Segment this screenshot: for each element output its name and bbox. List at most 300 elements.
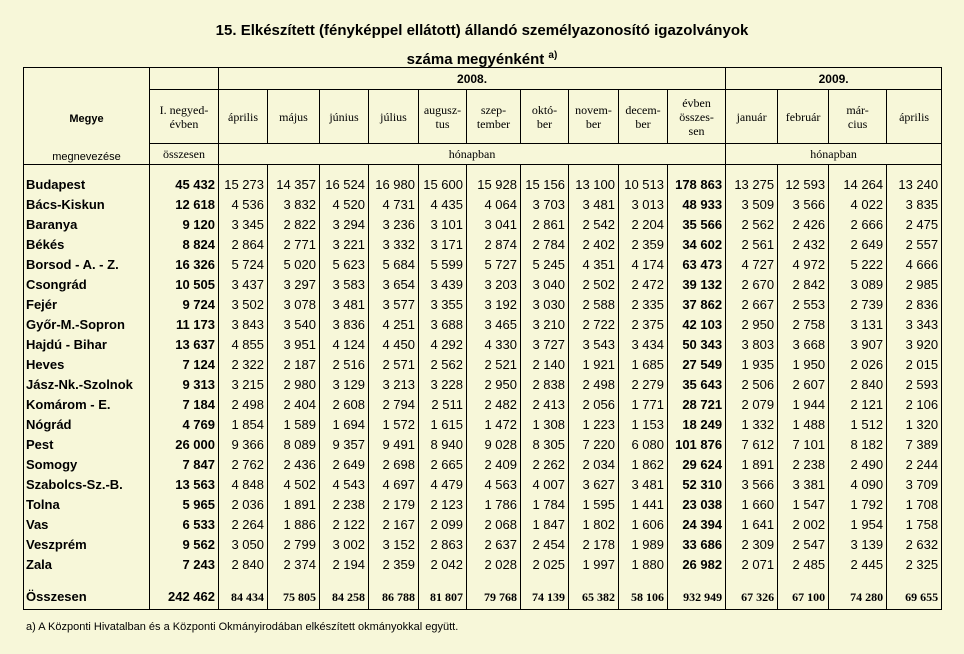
month-2008-header-line: októ- <box>531 102 558 117</box>
month-2009-cell: 2 842 <box>778 275 829 295</box>
month-2009-cell: 3 089 <box>829 275 887 295</box>
year-total-header <box>668 90 726 143</box>
month-2008-header-line: novem- <box>575 102 612 117</box>
month-2008-cell: 2 454 <box>521 535 569 555</box>
month-2009-cell: 2 607 <box>778 375 829 395</box>
month-2009-cell: 2 426 <box>778 215 829 235</box>
month-2009-header <box>887 90 942 143</box>
month-2008-cell: 3 040 <box>521 275 569 295</box>
q1-total-cell: 16 326 <box>150 255 219 275</box>
month-2008-header <box>467 90 521 143</box>
month-2009-header-line: cius <box>847 116 868 131</box>
month-2008-cell: 3 101 <box>419 215 467 235</box>
month-2008-cell: 3 843 <box>219 315 268 335</box>
month-2009-cell: 2 015 <box>887 355 942 375</box>
month-2008-cell: 5 727 <box>467 255 521 275</box>
month-2008-cell: 4 479 <box>419 475 467 495</box>
month-2008-cell: 2 322 <box>219 355 268 375</box>
month-2008-cell: 8 940 <box>419 435 467 455</box>
q1-header <box>150 90 219 143</box>
month-2008-cell: 3 294 <box>320 215 369 235</box>
month-2008-cell: 3 355 <box>419 295 467 315</box>
month-2008-cell: 2 375 <box>619 315 668 335</box>
month-2008-cell: 2 402 <box>569 235 619 255</box>
month-2008-cell: 10 513 <box>619 175 668 195</box>
q1-total-cell: 7 847 <box>150 455 219 475</box>
month-2008-header <box>320 90 369 143</box>
month-2009-cell: 4 090 <box>829 475 887 495</box>
month-2009-cell: 14 264 <box>829 175 887 195</box>
month-2008-cell: 2 042 <box>419 555 467 575</box>
q1-total-cell: 242 462 <box>150 585 219 610</box>
month-2009-cell: 2 002 <box>778 515 829 535</box>
title-footnote-marker: a) <box>548 50 558 61</box>
month-2008-cell: 1 615 <box>419 415 467 435</box>
month-2008-cell: 3 481 <box>320 295 369 315</box>
year-total-cell: 26 982 <box>668 555 726 575</box>
month-2008-cell: 2 099 <box>419 515 467 535</box>
month-2008-cell: 2 359 <box>369 555 419 575</box>
month-2009-cell: 2 309 <box>726 535 778 555</box>
month-2008-cell: 3 215 <box>219 375 268 395</box>
month-2009-cell: 1 950 <box>778 355 829 375</box>
month-2008-cell: 5 599 <box>419 255 467 275</box>
month-2008-header-line: ber <box>635 116 651 131</box>
month-2008-cell: 2 861 <box>521 215 569 235</box>
month-2008-cell: 2 608 <box>320 395 369 415</box>
month-2008-cell: 3 221 <box>320 235 369 255</box>
table-row <box>24 335 942 355</box>
table-row <box>24 275 942 295</box>
month-2008-cell: 1 472 <box>467 415 521 435</box>
county-name: Budapest <box>24 175 150 195</box>
month-2008-cell: 4 520 <box>320 195 369 215</box>
page-title <box>0 18 964 72</box>
month-2008-cell: 75 805 <box>268 585 320 610</box>
county-name: Vas <box>24 515 150 535</box>
month-2008-header-line: decem- <box>625 102 661 117</box>
month-2008-cell: 84 258 <box>320 585 369 610</box>
county-name: Jász-Nk.-Szolnok <box>24 375 150 395</box>
month-2009-cell: 1 512 <box>829 415 887 435</box>
month-2009-cell: 2 667 <box>726 295 778 315</box>
month-2008-cell: 4 731 <box>369 195 419 215</box>
month-2008-cell: 3 481 <box>619 475 668 495</box>
month-2009-cell: 2 593 <box>887 375 942 395</box>
month-2008-cell: 3 078 <box>268 295 320 315</box>
month-2009-cell: 2 562 <box>726 215 778 235</box>
month-2009-cell: 2 490 <box>829 455 887 475</box>
month-2008-cell: 7 220 <box>569 435 619 455</box>
month-2008-cell: 2 167 <box>369 515 419 535</box>
year-total-cell: 33 686 <box>668 535 726 555</box>
month-2008-cell: 2 140 <box>521 355 569 375</box>
month-2008-header-line: május <box>279 109 308 124</box>
month-2009-cell: 2 121 <box>829 395 887 415</box>
county-name: Békés <box>24 235 150 255</box>
q1-total-cell: 7 184 <box>150 395 219 415</box>
month-2008-header-line: ber <box>536 116 553 131</box>
month-2008-cell: 4 007 <box>521 475 569 495</box>
month-2009-cell: 2 506 <box>726 375 778 395</box>
month-2008-cell: 2 413 <box>521 395 569 415</box>
month-2008-cell: 4 251 <box>369 315 419 335</box>
month-2009-cell: 1 708 <box>887 495 942 515</box>
month-2008-cell: 5 724 <box>219 255 268 275</box>
county-name: Komárom - E. <box>24 395 150 415</box>
county-name: Hajdú - Bihar <box>24 335 150 355</box>
month-2008-cell: 3 228 <box>419 375 467 395</box>
month-2008-cell: 2 863 <box>419 535 467 555</box>
month-2009-cell: 1 332 <box>726 415 778 435</box>
month-2009-header-line: április <box>899 109 930 124</box>
q1-total-cell: 7 124 <box>150 355 219 375</box>
month-2008-cell: 13 100 <box>569 175 619 195</box>
month-2009-cell: 12 593 <box>778 175 829 195</box>
month-2009-cell: 3 509 <box>726 195 778 215</box>
month-2008-cell: 2 028 <box>467 555 521 575</box>
month-2008-cell: 4 435 <box>419 195 467 215</box>
month-2009-cell: 2 071 <box>726 555 778 575</box>
month-2008-cell: 3 583 <box>320 275 369 295</box>
month-2008-cell: 2 571 <box>369 355 419 375</box>
month-2009-cell: 2 079 <box>726 395 778 415</box>
month-2009-cell: 7 101 <box>778 435 829 455</box>
month-2008-cell: 3 627 <box>569 475 619 495</box>
month-2009-cell: 1 792 <box>829 495 887 515</box>
month-2008-cell: 3 434 <box>619 335 668 355</box>
month-2009-cell: 13 240 <box>887 175 942 195</box>
month-2008-cell: 3 332 <box>369 235 419 255</box>
month-2008-cell: 1 595 <box>569 495 619 515</box>
month-2009-cell: 3 139 <box>829 535 887 555</box>
footnote: a) A Központi Hivatalban és a Központi Okmányirodában elkészített okmányokkal együtt. <box>26 621 459 633</box>
month-2009-cell: 1 758 <box>887 515 942 535</box>
month-2008-cell: 2 637 <box>467 535 521 555</box>
month-2008-cell: 5 020 <box>268 255 320 275</box>
month-2008-cell: 3 703 <box>521 195 569 215</box>
table-row <box>24 435 942 455</box>
month-2009-cell: 1 547 <box>778 495 829 515</box>
month-2008-cell: 2 204 <box>619 215 668 235</box>
month-2008-cell: 3 727 <box>521 335 569 355</box>
month-2009-cell: 2 547 <box>778 535 829 555</box>
q1-total-cell: 10 505 <box>150 275 219 295</box>
month-2008-cell: 2 980 <box>268 375 320 395</box>
month-2008-cell: 3 688 <box>419 315 467 335</box>
month-2008-cell: 2 822 <box>268 215 320 235</box>
month-2008-cell: 2 562 <box>419 355 467 375</box>
month-2009-cell: 4 727 <box>726 255 778 275</box>
month-2008-cell: 1 771 <box>619 395 668 415</box>
year-total-cell: 28 721 <box>668 395 726 415</box>
year-total-cell: 39 132 <box>668 275 726 295</box>
month-2008-cell: 1 880 <box>619 555 668 575</box>
month-2008-cell: 1 685 <box>619 355 668 375</box>
table-row <box>24 415 942 435</box>
county-name: Tolna <box>24 495 150 515</box>
table-row <box>24 455 942 475</box>
month-2008-cell: 4 563 <box>467 475 521 495</box>
month-2009-cell: 2 670 <box>726 275 778 295</box>
month-2008-cell: 3 836 <box>320 315 369 335</box>
table-row <box>24 195 942 215</box>
month-2008-cell: 1 891 <box>268 495 320 515</box>
month-2008-cell: 1 572 <box>369 415 419 435</box>
megnevezese-label: megnevezése <box>52 151 121 163</box>
month-2008-cell: 9 491 <box>369 435 419 455</box>
month-2008-cell: 2 262 <box>521 455 569 475</box>
month-2008-cell: 16 524 <box>320 175 369 195</box>
month-2008-cell: 3 439 <box>419 275 467 295</box>
month-2008-cell: 2 771 <box>268 235 320 255</box>
month-2008-cell: 1 589 <box>268 415 320 435</box>
county-name: Somogy <box>24 455 150 475</box>
year-total-cell: 932 949 <box>668 585 726 610</box>
month-2008-header <box>419 90 467 143</box>
month-2008-cell: 3 345 <box>219 215 268 235</box>
month-2008-header-line: szep- <box>480 102 507 117</box>
table-body <box>24 165 942 610</box>
month-2008-cell: 2 840 <box>219 555 268 575</box>
month-2008-cell: 3 030 <box>521 295 569 315</box>
year-total-cell: 34 602 <box>668 235 726 255</box>
table-row <box>24 375 942 395</box>
month-2009-header-line: január <box>736 109 767 124</box>
year-total-cell: 101 876 <box>668 435 726 455</box>
month-2008-cell: 8 089 <box>268 435 320 455</box>
month-2008-cell: 3 192 <box>467 295 521 315</box>
q1-total-cell: 7 243 <box>150 555 219 575</box>
month-2009-cell: 7 612 <box>726 435 778 455</box>
month-2009-header-line: már- <box>846 102 869 117</box>
month-2008-cell: 1 223 <box>569 415 619 435</box>
year-total-header-line: összes- <box>679 109 714 124</box>
month-2008-header-line: ber <box>585 116 602 131</box>
megye-header <box>24 68 150 165</box>
month-2008-cell: 2 521 <box>467 355 521 375</box>
honapban-2009: hónapban <box>726 143 942 164</box>
month-2008-cell: 3 050 <box>219 535 268 555</box>
month-2008-cell: 1 153 <box>619 415 668 435</box>
month-2008-cell: 2 864 <box>219 235 268 255</box>
county-name: Szabolcs-Sz.-B. <box>24 475 150 495</box>
month-2008-cell: 3 203 <box>467 275 521 295</box>
month-2008-cell: 15 600 <box>419 175 467 195</box>
month-2008-cell: 2 404 <box>268 395 320 415</box>
month-2008-cell: 2 874 <box>467 235 521 255</box>
year-total-cell: 24 394 <box>668 515 726 535</box>
month-2008-cell: 4 502 <box>268 475 320 495</box>
month-2008-cell: 81 807 <box>419 585 467 610</box>
month-2008-cell: 2 178 <box>569 535 619 555</box>
month-2008-cell: 2 194 <box>320 555 369 575</box>
q1-total-cell: 6 533 <box>150 515 219 535</box>
title-line2-text: száma megyénként <box>406 51 545 68</box>
month-2008-cell: 5 684 <box>369 255 419 275</box>
month-2008-header-line: tember <box>476 116 511 131</box>
month-2009-cell: 1 320 <box>887 415 942 435</box>
month-2009-cell: 2 666 <box>829 215 887 235</box>
month-2008-cell: 2 722 <box>569 315 619 335</box>
table-row <box>24 295 942 315</box>
month-2009-header <box>778 90 829 143</box>
month-2009-cell: 3 381 <box>778 475 829 495</box>
month-2008-cell: 2 187 <box>268 355 320 375</box>
month-2008-cell: 4 351 <box>569 255 619 275</box>
year-total-cell: 37 862 <box>668 295 726 315</box>
month-2008-cell: 2 436 <box>268 455 320 475</box>
month-2008-cell: 2 950 <box>467 375 521 395</box>
month-2008-cell: 3 041 <box>467 215 521 235</box>
month-2008-cell: 1 847 <box>521 515 569 535</box>
month-2008-cell: 3 013 <box>619 195 668 215</box>
month-2009-cell: 1 935 <box>726 355 778 375</box>
month-2008-cell: 15 928 <box>467 175 521 195</box>
month-2008-cell: 2 279 <box>619 375 668 395</box>
month-2009-cell: 3 566 <box>778 195 829 215</box>
month-2008-cell: 2 238 <box>320 495 369 515</box>
month-2008-cell: 3 543 <box>569 335 619 355</box>
month-2009-cell: 2 758 <box>778 315 829 335</box>
month-2008-header-line: április <box>228 109 258 124</box>
month-2008-cell: 2 374 <box>268 555 320 575</box>
month-2009-cell: 8 182 <box>829 435 887 455</box>
month-2008-cell: 1 997 <box>569 555 619 575</box>
table-row <box>24 395 942 415</box>
month-2008-cell: 74 139 <box>521 585 569 610</box>
q1-total-cell: 45 432 <box>150 175 219 195</box>
month-2009-cell: 1 488 <box>778 415 829 435</box>
county-name: Veszprém <box>24 535 150 555</box>
month-2009-cell: 3 343 <box>887 315 942 335</box>
month-2008-cell: 14 357 <box>268 175 320 195</box>
month-2008-cell: 2 588 <box>569 295 619 315</box>
month-2009-cell: 13 275 <box>726 175 778 195</box>
month-2008-cell: 2 511 <box>419 395 467 415</box>
month-2009-cell: 5 222 <box>829 255 887 275</box>
county-name: Zala <box>24 555 150 575</box>
month-2008-cell: 4 292 <box>419 335 467 355</box>
county-name: Heves <box>24 355 150 375</box>
month-2009-cell: 2 106 <box>887 395 942 415</box>
month-2008-cell: 5 245 <box>521 255 569 275</box>
month-2008-cell: 16 980 <box>369 175 419 195</box>
year-total-cell: 23 038 <box>668 495 726 515</box>
q1-total-cell: 9 120 <box>150 215 219 235</box>
month-2008-cell: 3 481 <box>569 195 619 215</box>
month-2008-cell: 4 124 <box>320 335 369 355</box>
month-2008-cell: 1 694 <box>320 415 369 435</box>
month-2008-cell: 3 152 <box>369 535 419 555</box>
month-2009-cell: 2 985 <box>887 275 942 295</box>
table-row <box>24 585 942 610</box>
month-2008-cell: 4 450 <box>369 335 419 355</box>
month-2008-cell: 15 273 <box>219 175 268 195</box>
month-2008-cell: 1 886 <box>268 515 320 535</box>
q1-total-cell: 12 618 <box>150 195 219 215</box>
county-name: Nógrád <box>24 415 150 435</box>
month-2008-cell: 58 106 <box>619 585 668 610</box>
month-2008-cell: 1 862 <box>619 455 668 475</box>
q1-total-cell: 26 000 <box>150 435 219 455</box>
month-2008-cell: 1 854 <box>219 415 268 435</box>
month-2008-cell: 4 543 <box>320 475 369 495</box>
month-2009-cell: 2 557 <box>887 235 942 255</box>
month-2008-cell: 2 794 <box>369 395 419 415</box>
month-2008-cell: 3 129 <box>320 375 369 395</box>
month-2008-cell: 2 025 <box>521 555 569 575</box>
month-2008-cell: 2 472 <box>619 275 668 295</box>
month-2008-cell: 9 357 <box>320 435 369 455</box>
year-total-cell: 35 566 <box>668 215 726 235</box>
month-2008-cell: 8 305 <box>521 435 569 455</box>
month-2008-cell: 86 788 <box>369 585 419 610</box>
month-2008-header <box>521 90 569 143</box>
month-2008-cell: 3 171 <box>419 235 467 255</box>
year-total-cell: 18 249 <box>668 415 726 435</box>
month-2009-cell: 2 632 <box>887 535 942 555</box>
month-2008-cell: 3 832 <box>268 195 320 215</box>
month-2009-cell: 3 835 <box>887 195 942 215</box>
county-name: Fejér <box>24 295 150 315</box>
q1-total-cell: 13 563 <box>150 475 219 495</box>
month-2009-cell: 2 244 <box>887 455 942 475</box>
month-2008-cell: 1 989 <box>619 535 668 555</box>
month-2009-header <box>829 90 887 143</box>
month-2008-cell: 3 654 <box>369 275 419 295</box>
year-total-header-line: évben <box>682 95 711 110</box>
month-2008-cell: 2 784 <box>521 235 569 255</box>
month-2008-cell: 2 179 <box>369 495 419 515</box>
month-2009-cell: 2 445 <box>829 555 887 575</box>
month-2008-header <box>569 90 619 143</box>
month-2008-cell: 2 335 <box>619 295 668 315</box>
month-2008-cell: 1 308 <box>521 415 569 435</box>
month-2008-cell: 79 768 <box>467 585 521 610</box>
month-2009-cell: 3 668 <box>778 335 829 355</box>
month-2008-cell: 5 623 <box>320 255 369 275</box>
q1-sub-header: összesen <box>150 143 219 164</box>
q1-total-cell: 4 769 <box>150 415 219 435</box>
month-2008-cell: 1 802 <box>569 515 619 535</box>
month-2009-cell: 2 432 <box>778 235 829 255</box>
table-row <box>24 475 942 495</box>
month-2008-cell: 3 465 <box>467 315 521 335</box>
month-2009-cell: 2 950 <box>726 315 778 335</box>
month-2008-cell: 65 382 <box>569 585 619 610</box>
month-2009-cell: 2 649 <box>829 235 887 255</box>
month-2009-cell: 1 891 <box>726 455 778 475</box>
month-2008-cell: 3 540 <box>268 315 320 335</box>
month-2008-cell: 2 359 <box>619 235 668 255</box>
month-2008-cell: 2 482 <box>467 395 521 415</box>
month-2009-cell: 3 920 <box>887 335 942 355</box>
month-2008-cell: 6 080 <box>619 435 668 455</box>
month-2008-cell: 4 174 <box>619 255 668 275</box>
month-2009-cell: 2 026 <box>829 355 887 375</box>
month-2009-cell: 1 660 <box>726 495 778 515</box>
month-2009-cell: 2 325 <box>887 555 942 575</box>
month-2008-cell: 2 123 <box>419 495 467 515</box>
county-name: Baranya <box>24 215 150 235</box>
month-2008-cell: 4 848 <box>219 475 268 495</box>
table-row <box>24 495 942 515</box>
month-2008-cell: 15 156 <box>521 175 569 195</box>
year-total-cell: 63 473 <box>668 255 726 275</box>
month-2008-cell: 3 437 <box>219 275 268 295</box>
table-row <box>24 255 942 275</box>
